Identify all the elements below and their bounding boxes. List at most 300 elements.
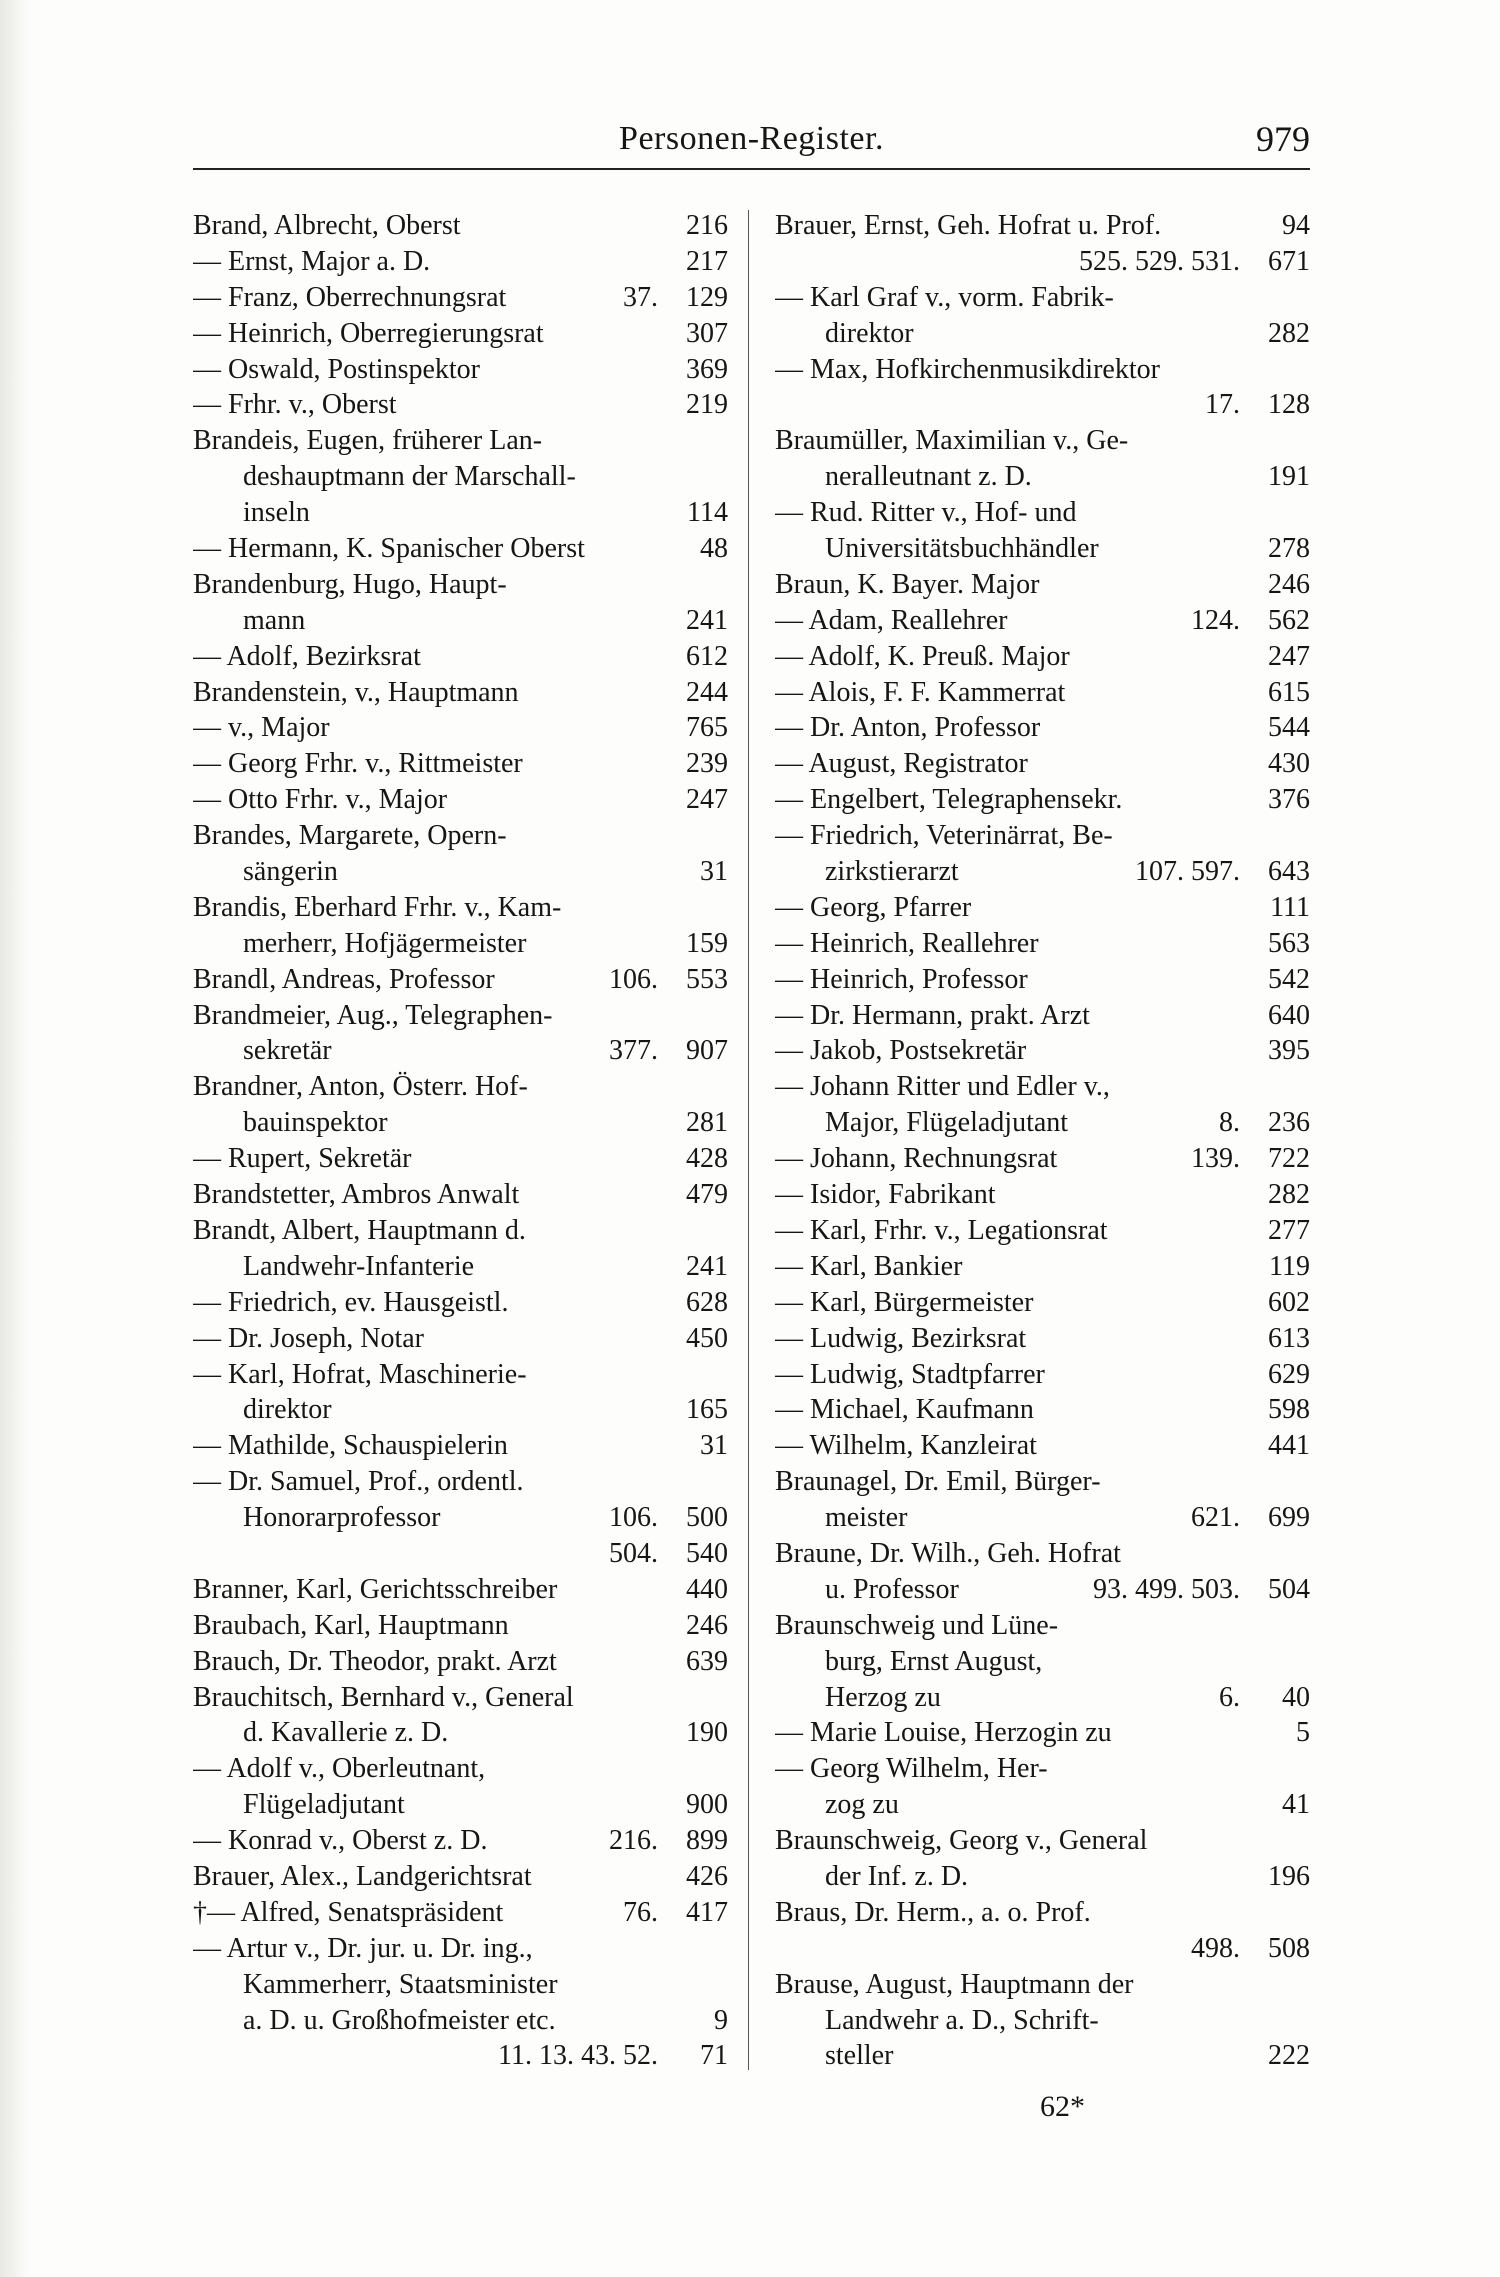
index-entry xyxy=(775,1644,1310,1680)
signature-mark: 62* xyxy=(1040,2090,1085,2123)
entry-text: Brandes, Margarete, Opern- xyxy=(193,820,507,852)
entry-text: Brandstetter, Ambros Anwalt xyxy=(193,1179,520,1211)
entry-text: — v., Major xyxy=(193,712,330,744)
page-ref xyxy=(670,1931,728,1967)
index-entry xyxy=(193,1357,728,1393)
entry-text: †— Alfred, Senatspräsident xyxy=(193,1896,504,1928)
index-entry xyxy=(193,1392,728,1428)
extra-pages xyxy=(658,1644,670,1680)
entry-text: meister xyxy=(825,1502,908,1534)
entry-text: sekretär xyxy=(243,1035,332,1067)
extra-pages xyxy=(1240,531,1252,567)
extra-pages xyxy=(658,1715,670,1751)
extra-pages xyxy=(658,1177,670,1213)
extra-pages xyxy=(1240,567,1252,603)
extra-pages: 525. 529. 531. xyxy=(1079,245,1240,277)
extra-pages xyxy=(658,1357,670,1393)
extra-pages xyxy=(1240,1033,1252,1069)
entry-text: Brandeis, Eugen, früherer Lan- xyxy=(193,425,543,457)
page-ref xyxy=(1252,1464,1310,1500)
entry-text: — Adolf, Bezirksrat xyxy=(193,640,421,672)
page-ref xyxy=(1252,2003,1310,2039)
entry-text: — Franz, Oberrechnungsrat xyxy=(193,281,507,313)
page-ref xyxy=(670,459,728,495)
index-entry xyxy=(775,423,1310,459)
index-entry xyxy=(193,1608,728,1644)
index-entry xyxy=(775,387,1310,423)
extra-pages xyxy=(658,1572,670,1608)
page-ref: 629 xyxy=(1268,1358,1310,1390)
entry-text: — Adam, Reallehrer xyxy=(775,604,1008,636)
index-entry xyxy=(193,1321,728,1357)
extra-pages xyxy=(658,1069,670,1105)
extra-pages xyxy=(658,459,670,495)
index-entry xyxy=(775,1249,1310,1285)
index-entry xyxy=(775,208,1310,244)
index-entry xyxy=(193,1787,728,1823)
entry-text: Braunagel, Dr. Emil, Bürger- xyxy=(775,1466,1101,1498)
page-ref: 111 xyxy=(1270,891,1310,923)
extra-pages xyxy=(658,1285,670,1321)
index-entry xyxy=(193,280,728,316)
extra-pages xyxy=(1240,1285,1252,1321)
entry-text: — Isidor, Fabrikant xyxy=(775,1179,996,1211)
entry-text: Brauer, Alex., Landgerichtsrat xyxy=(193,1860,532,1892)
index-entry xyxy=(775,1608,1310,1644)
entry-text: Brandis, Eberhard Frhr. v., Kam- xyxy=(193,891,562,923)
entry-text: — Dr. Joseph, Notar xyxy=(193,1322,424,1354)
entry-text: Brandl, Andreas, Professor xyxy=(193,963,495,995)
index-entry xyxy=(775,890,1310,926)
entry-text: — Dr. Hermann, prakt. Arzt xyxy=(775,999,1090,1031)
entry-text: — Karl, Bürgermeister xyxy=(775,1286,1034,1318)
extra-pages xyxy=(1240,2038,1252,2074)
extra-pages xyxy=(1240,1392,1252,1428)
extra-pages xyxy=(1240,890,1252,926)
extra-pages xyxy=(1240,1715,1252,1751)
entry-text: Brandner, Anton, Österr. Hof- xyxy=(193,1071,528,1103)
extra-pages: 106. xyxy=(609,963,658,995)
index-entry xyxy=(193,1715,728,1751)
extra-pages xyxy=(658,1105,670,1141)
page-ref: 508 xyxy=(1268,1932,1310,1964)
entry-text: — Oswald, Postinspektor xyxy=(193,353,480,385)
extra-pages xyxy=(658,208,670,244)
index-entry xyxy=(193,962,728,998)
index-entry xyxy=(775,746,1310,782)
extra-pages xyxy=(1240,1357,1252,1393)
page-ref: 239 xyxy=(686,748,728,780)
entry-text: Braunschweig, Georg v., General xyxy=(775,1825,1148,1857)
extra-pages xyxy=(658,1787,670,1823)
page-ref: 114 xyxy=(687,497,728,529)
entry-text: — Wilhelm, Kanzleirat xyxy=(775,1430,1037,1462)
extra-pages xyxy=(658,854,670,890)
index-entry xyxy=(775,782,1310,818)
extra-pages: 216. xyxy=(609,1825,658,1857)
page-ref: 553 xyxy=(686,963,728,995)
entry-text: Brandmeier, Aug., Telegraphen- xyxy=(193,999,553,1031)
entry-text: — Karl, Hofrat, Maschinerie- xyxy=(193,1358,527,1390)
entry-text: Brandenstein, v., Hauptmann xyxy=(193,676,519,708)
entry-text: Braun, K. Bayer. Major xyxy=(775,568,1040,600)
entry-text: — Karl, Bankier xyxy=(775,1250,963,1282)
page-ref xyxy=(670,1967,728,2003)
page-ref: 500 xyxy=(686,1502,728,1534)
page-ref: 440 xyxy=(686,1573,728,1605)
index-entry xyxy=(775,1500,1310,1536)
entry-text: direktor xyxy=(243,1394,332,1426)
entry-text: bauinspektor xyxy=(243,1107,388,1139)
entry-text: — Johann Ritter und Edler v., xyxy=(775,1071,1110,1103)
extra-pages xyxy=(658,1931,670,1967)
entry-text: — Heinrich, Professor xyxy=(775,963,1028,995)
extra-pages xyxy=(1240,1859,1252,1895)
index-entry xyxy=(775,1859,1310,1895)
page-ref: 247 xyxy=(1268,640,1310,672)
entry-text: — Dr. Anton, Professor xyxy=(775,712,1041,744)
entry-text: zirkstierarzt xyxy=(825,856,959,888)
index-entry xyxy=(193,1285,728,1321)
entry-text: — Georg Wilhelm, Her- xyxy=(775,1753,1048,1785)
index-entry xyxy=(775,962,1310,998)
page-ref xyxy=(1252,280,1310,316)
extra-pages xyxy=(658,1321,670,1357)
page-ref xyxy=(670,1680,728,1716)
index-entry xyxy=(775,926,1310,962)
page-ref xyxy=(670,1464,728,1500)
page-ref: 129 xyxy=(686,281,728,313)
extra-pages xyxy=(1240,1464,1252,1500)
extra-pages xyxy=(658,1751,670,1787)
index-entry xyxy=(775,1105,1310,1141)
page-ref xyxy=(670,1357,728,1393)
entry-text: — Georg, Pfarrer xyxy=(775,891,972,923)
extra-pages xyxy=(1240,1321,1252,1357)
extra-pages: 498. xyxy=(1191,1932,1240,1964)
entry-text: u. Professor xyxy=(825,1573,959,1605)
index-entry xyxy=(775,639,1310,675)
page-ref: 504 xyxy=(1268,1573,1310,1605)
page-ref: 699 xyxy=(1268,1502,1310,1534)
page-ref: 119 xyxy=(1269,1250,1310,1282)
extra-pages: 76. xyxy=(623,1896,658,1928)
extra-pages: 107. 597. xyxy=(1135,856,1240,888)
extra-pages: 93. 499. 503. xyxy=(1093,1573,1240,1605)
index-entry xyxy=(193,746,728,782)
entry-text: — Jakob, Postsekretär xyxy=(775,1035,1027,1067)
index-entry xyxy=(193,854,728,890)
extra-pages xyxy=(658,1428,670,1464)
entry-text: — Adolf, K. Preuß. Major xyxy=(775,640,1070,672)
page-ref: 900 xyxy=(686,1789,728,1821)
page-ref: 236 xyxy=(1268,1107,1310,1139)
entry-text: Braune, Dr. Wilh., Geh. Hofrat xyxy=(775,1537,1121,1569)
page-ref: 246 xyxy=(1268,568,1310,600)
extra-pages xyxy=(658,495,670,531)
index-entry xyxy=(193,1500,728,1536)
entry-text: der Inf. z. D. xyxy=(825,1860,969,1892)
entry-text xyxy=(775,244,1079,280)
entry-text xyxy=(775,387,1205,423)
extra-pages xyxy=(1240,710,1252,746)
entry-text: — Heinrich, Reallehrer xyxy=(775,927,1039,959)
entry-text: — Max, Hofkirchenmusikdirektor xyxy=(775,353,1160,385)
index-entry xyxy=(193,244,728,280)
index-entry xyxy=(775,1392,1310,1428)
page-ref xyxy=(670,1751,728,1787)
entry-text: Braubach, Karl, Hauptmann xyxy=(193,1609,509,1641)
index-entry xyxy=(775,1967,1310,2003)
entry-text: Herzog zu xyxy=(825,1681,941,1713)
entry-text: Major, Flügeladjutant xyxy=(825,1107,1069,1139)
page-ref: 612 xyxy=(686,640,728,672)
column-divider xyxy=(748,210,749,2070)
extra-pages xyxy=(658,2003,670,2039)
entry-text: — Ludwig, Bezirksrat xyxy=(775,1322,1027,1354)
entry-text: Landwehr a. D., Schrift- xyxy=(825,2004,1099,2036)
page-ref: 542 xyxy=(1268,963,1310,995)
page-ref: 278 xyxy=(1268,533,1310,565)
page-ref: 247 xyxy=(686,784,728,816)
index-entry xyxy=(193,1105,728,1141)
page-ref: 602 xyxy=(1268,1286,1310,1318)
index-entry xyxy=(775,1931,1310,1967)
extra-pages xyxy=(658,531,670,567)
entry-text: — Friedrich, ev. Hausgeistl. xyxy=(193,1286,509,1318)
index-entry xyxy=(193,2003,728,2039)
index-entry xyxy=(193,1033,728,1069)
page-ref: 281 xyxy=(686,1107,728,1139)
page-ref: 598 xyxy=(1268,1394,1310,1426)
extra-pages xyxy=(658,1967,670,2003)
page-ref: 450 xyxy=(686,1322,728,1354)
entry-text: inseln xyxy=(243,497,310,529)
index-entry xyxy=(193,1931,728,1967)
extra-pages: 621. xyxy=(1191,1502,1240,1534)
extra-pages xyxy=(658,746,670,782)
extra-pages xyxy=(658,1680,670,1716)
extra-pages xyxy=(1240,1249,1252,1285)
entry-text: — Michael, Kaufmann xyxy=(775,1394,1034,1426)
header-rule xyxy=(193,168,1310,170)
page-ref xyxy=(670,890,728,926)
page-ref xyxy=(1252,1823,1310,1859)
index-entry xyxy=(775,818,1310,854)
page-ref xyxy=(670,1213,728,1249)
extra-pages xyxy=(658,244,670,280)
extra-pages xyxy=(1240,495,1252,531)
entry-text: — Friedrich, Veterinärrat, Be- xyxy=(775,820,1113,852)
index-entry xyxy=(775,854,1310,890)
page-ref: 241 xyxy=(686,604,728,636)
extra-pages xyxy=(1240,639,1252,675)
index-entry xyxy=(193,639,728,675)
index-entry xyxy=(193,1177,728,1213)
extra-pages: 11. 13. 43. 52. xyxy=(498,2040,658,2072)
index-entry xyxy=(775,316,1310,352)
page-ref: 216 xyxy=(686,210,728,241)
index-entry xyxy=(775,1357,1310,1393)
entry-text: Universitätsbuchhändler xyxy=(825,533,1099,565)
page-ref: 430 xyxy=(1268,748,1310,780)
index-entry xyxy=(193,675,728,711)
index-entry xyxy=(193,926,728,962)
running-title: Personen-Register. xyxy=(619,120,884,157)
index-entry xyxy=(193,1536,728,1572)
page-ref: 94 xyxy=(1282,210,1310,241)
page-ref: 441 xyxy=(1268,1430,1310,1462)
page-ref: 544 xyxy=(1268,712,1310,744)
index-entry xyxy=(775,1715,1310,1751)
index-entry xyxy=(193,1213,728,1249)
extra-pages xyxy=(1240,1787,1252,1823)
index-entry xyxy=(775,710,1310,746)
extra-pages: 6. xyxy=(1219,1681,1240,1713)
extra-pages xyxy=(658,567,670,603)
entry-text: — Ludwig, Stadtpfarrer xyxy=(775,1358,1045,1390)
page-ref: 196 xyxy=(1268,1860,1310,1892)
entry-text: — Karl, Frhr. v., Legationsrat xyxy=(775,1214,1108,1246)
extra-pages xyxy=(1240,1644,1252,1680)
index-entry xyxy=(775,1177,1310,1213)
index-entry xyxy=(193,1967,728,2003)
extra-pages xyxy=(658,316,670,352)
extra-pages xyxy=(1240,962,1252,998)
extra-pages xyxy=(1240,782,1252,818)
extra-pages xyxy=(1240,316,1252,352)
index-entry xyxy=(193,782,728,818)
page-ref xyxy=(670,1069,728,1105)
page-ref: 282 xyxy=(1268,317,1310,349)
page-ref xyxy=(670,567,728,603)
extra-pages xyxy=(1240,1536,1252,1572)
entry-text: burg, Ernst August, xyxy=(825,1645,1043,1677)
page-ref: 31 xyxy=(700,1430,728,1462)
index-entry xyxy=(193,495,728,531)
page-ref xyxy=(1252,352,1310,388)
page-ref xyxy=(1252,1644,1310,1680)
index-entry xyxy=(193,818,728,854)
page-ref: 31 xyxy=(700,856,728,888)
extra-pages xyxy=(1240,1428,1252,1464)
entry-text: — Rud. Ritter v., Hof- und xyxy=(775,497,1077,529)
entry-text: a. D. u. Großhofmeister etc. xyxy=(243,2004,556,2036)
entry-text: — Adolf v., Oberleutnant, xyxy=(193,1753,486,1785)
extra-pages: 139. xyxy=(1191,1143,1240,1175)
entry-text: merherr, Hofjägermeister xyxy=(243,927,527,959)
page-ref: 562 xyxy=(1268,604,1310,636)
extra-pages xyxy=(1240,998,1252,1034)
page-ref: 722 xyxy=(1268,1143,1310,1175)
index-entry xyxy=(193,387,728,423)
extra-pages xyxy=(658,818,670,854)
extra-pages xyxy=(1240,352,1252,388)
entry-text xyxy=(775,1931,1191,1967)
page-ref xyxy=(670,818,728,854)
page-ref: 899 xyxy=(686,1825,728,1857)
page-ref: 615 xyxy=(1268,676,1310,708)
entry-text: direktor xyxy=(825,317,914,349)
entry-text: d. Kavallerie z. D. xyxy=(243,1717,449,1749)
entry-text: — Johann, Rechnungsrat xyxy=(775,1143,1058,1175)
page-ref: 282 xyxy=(1268,1179,1310,1211)
entry-text: — Dr. Samuel, Prof., ordentl. xyxy=(193,1466,524,1498)
entry-text: Braumüller, Maximilian v., Ge- xyxy=(775,425,1129,457)
page-ref: 246 xyxy=(686,1609,728,1641)
index-entry xyxy=(193,567,728,603)
page-ref: 217 xyxy=(686,245,728,277)
extra-pages xyxy=(658,603,670,639)
extra-pages xyxy=(1240,280,1252,316)
entry-text: Brauchitsch, Bernhard v., General xyxy=(193,1681,574,1713)
extra-pages xyxy=(658,926,670,962)
entry-text: — Artur v., Dr. jur. u. Dr. ing., xyxy=(193,1932,533,1964)
extra-pages xyxy=(658,890,670,926)
entry-text: Braunschweig und Lüne- xyxy=(775,1609,1059,1641)
entry-text: — Rupert, Sekretär xyxy=(193,1143,412,1175)
index-entry xyxy=(193,459,728,495)
entry-text xyxy=(193,2038,498,2074)
index-entry xyxy=(775,1428,1310,1464)
extra-pages xyxy=(1240,1177,1252,1213)
entry-text: — Frhr. v., Oberst xyxy=(193,389,397,421)
index-entry xyxy=(775,1823,1310,1859)
page-ref: 128 xyxy=(1268,389,1310,421)
extra-pages xyxy=(658,710,670,746)
page-ref: 765 xyxy=(686,712,728,744)
extra-pages xyxy=(658,998,670,1034)
index-entry xyxy=(775,1213,1310,1249)
extra-pages xyxy=(1240,675,1252,711)
page-ref: 307 xyxy=(686,317,728,349)
extra-pages xyxy=(658,1141,670,1177)
index-entry xyxy=(193,1464,728,1500)
page-ref: 540 xyxy=(686,1537,728,1569)
page-ref: 376 xyxy=(1268,784,1310,816)
page-ref xyxy=(1252,1967,1310,2003)
entry-text: Brauch, Dr. Theodor, prakt. Arzt xyxy=(193,1645,557,1677)
entry-text: — August, Registrator xyxy=(775,748,1028,780)
extra-pages xyxy=(658,639,670,675)
entry-text: Brauer, Ernst, Geh. Hofrat u. Prof. xyxy=(775,210,1162,241)
index-entry xyxy=(775,2003,1310,2039)
entry-text: — Georg Frhr. v., Rittmeister xyxy=(193,748,523,780)
page-ref xyxy=(1252,818,1310,854)
extra-pages xyxy=(658,352,670,388)
entry-text: neralleutnant z. D. xyxy=(825,461,1032,493)
extra-pages: 106. xyxy=(609,1502,658,1534)
extra-pages xyxy=(658,1392,670,1428)
page-ref xyxy=(1252,1608,1310,1644)
extra-pages xyxy=(658,423,670,459)
entry-text: — Heinrich, Oberregierungsrat xyxy=(193,317,544,349)
index-entry xyxy=(775,531,1310,567)
extra-pages: 37. xyxy=(623,281,658,313)
index-entry xyxy=(193,1680,728,1716)
extra-pages xyxy=(658,1608,670,1644)
index-entry xyxy=(775,1787,1310,1823)
index-entry xyxy=(775,244,1310,280)
page-ref: 428 xyxy=(686,1143,728,1175)
entry-text: Brause, August, Hauptmann der xyxy=(775,1968,1134,2000)
index-entry xyxy=(775,998,1310,1034)
extra-pages xyxy=(1240,926,1252,962)
entry-text: zog zu xyxy=(825,1789,899,1821)
index-entry xyxy=(775,1536,1310,1572)
entry-text: Brand, Albrecht, Oberst xyxy=(193,210,461,241)
entry-text: Braus, Dr. Herm., a. o. Prof. xyxy=(775,1896,1091,1928)
